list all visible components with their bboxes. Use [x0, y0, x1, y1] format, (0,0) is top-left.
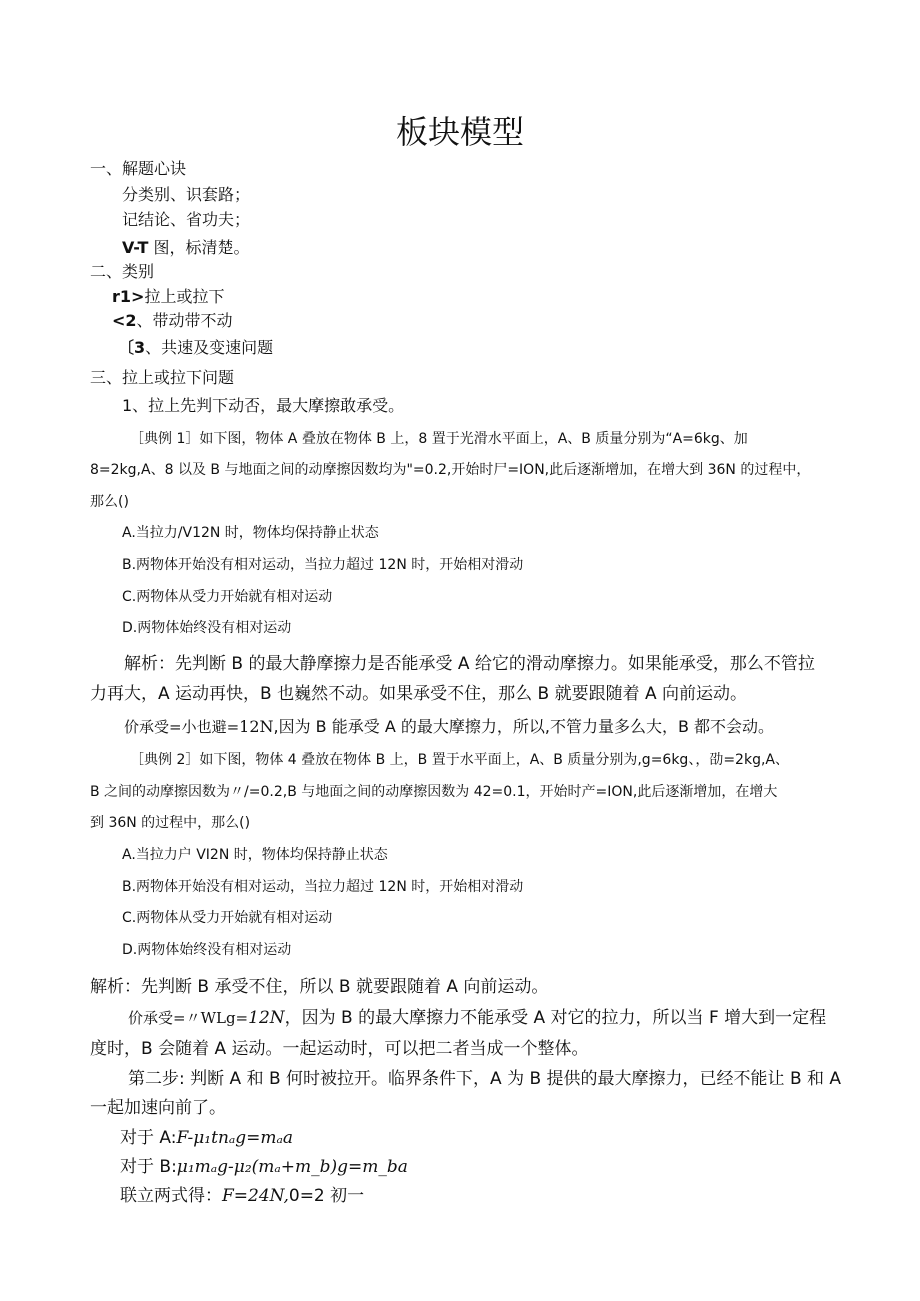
equation-b — [120, 1159, 408, 1176]
section-3-heading: 三、拉上或拉下问题 — [90, 368, 235, 387]
category-text: 、带动带不动 — [136, 311, 233, 330]
vt-text: 图，标清楚。 — [153, 238, 250, 257]
category-text: 、共速及变速问题 — [145, 338, 274, 357]
example-1-line-2-text: =2kg,A、8 以及 B 与地面之间的动摩擦因数均为"=0.2,开始时尸=ION,此后逐渐增加，在增大到 36N 的过程中， — [98, 462, 811, 478]
example-2-analysis: 解析：先判断 B 承受不住，所以 B 就要跟随着 A 向前运动。 — [90, 977, 549, 997]
example-1-analysis-line-2: 力再大，A 运动再快，B 也巍然不动。如果承受不住，那么 B 就要跟随着 A 向前运动。 — [90, 684, 748, 704]
example-1-line-2-prefix: 8 — [90, 462, 99, 478]
equation-b-formula: μ₁mₐg-μ₂(mₐ+m_b)g=m_ba — [176, 1157, 408, 1177]
bear-value: 12N — [239, 717, 274, 736]
bear-prefix: 价承受=〃WLg= — [128, 1009, 249, 1027]
step-2-line-1: 第二步: 判断 A 和 B 何时被拉开。临界条件下，A 为 B 提供的最大摩擦力，已经不能让 B 和 A — [128, 1069, 842, 1089]
example-1-bear-line — [124, 719, 774, 735]
example-1-line-3: 那么() — [90, 494, 129, 510]
section-1-heading: 一、解题心诀 — [90, 159, 187, 178]
mnemonic-line-2: 记结论、省功夫； — [122, 210, 251, 229]
example-1-option-b: B.两物体开始没有相对运动，当拉力超过 12N 时，开始相对滑动 — [122, 557, 524, 573]
mnemonic-line-3 — [122, 240, 250, 256]
step-2-line-2: 一起加速向前了。 — [90, 1098, 226, 1118]
section-2-heading: 二、类别 — [90, 262, 155, 281]
example-1-line-1: ［典例 1］如下图，物体 A 叠放在物体 B 上，8 置于光滑水平面上，A、B 质量分别为“A=6kg、加 — [130, 431, 748, 447]
category-text: 拉上或拉下 — [144, 287, 225, 306]
example-2-option-a: A.当拉力户 VI2N 时，物体均保持静止状态 — [122, 847, 388, 863]
combined-formula: F=24N, — [222, 1186, 289, 1206]
equation-b-label: 对于 B: — [120, 1157, 177, 1177]
category-prefix: <2 — [112, 311, 137, 330]
category-item-2 — [112, 313, 233, 329]
mnemonic-line-1: 分类别、识套路； — [122, 185, 251, 204]
bear-formula: 12N — [248, 1008, 285, 1028]
example-1-line-2 — [90, 463, 810, 477]
combined-label: 联立两式得： — [120, 1186, 222, 1206]
bear-prefix: 价承受=小也避= — [124, 718, 240, 736]
equation-a — [120, 1130, 293, 1147]
example-2-option-d: D.两物体始终没有相对运动 — [122, 942, 292, 958]
example-2-line-1: ［典例 2］如下图，物体 4 叠放在物体 B 上，B 置于水平面上，A、B 质量分别为,g=6kg、，劭=2kg,A、 — [130, 752, 789, 768]
category-prefix: r1> — [112, 287, 145, 306]
equation-a-formula: F-μ₁tnₐg=mₐa — [176, 1128, 294, 1148]
example-1-option-d: D.两物体始终没有相对运动 — [122, 620, 292, 636]
example-1-option-a: A.当拉力/V12N 时，物体均保持静止状态 — [122, 525, 379, 541]
example-2-bear-line — [128, 1010, 826, 1027]
example-1-option-c: C.两物体从受力开始就有相对运动 — [122, 589, 333, 605]
equation-a-label: 对于 A: — [120, 1128, 177, 1148]
combined-result — [120, 1188, 364, 1205]
example-2-option-c: C.两物体从受力开始就有相对运动 — [122, 910, 333, 926]
example-2-bear-line-2: 度时，B 会随着 A 运动。一起运动时，可以把二者当成一个整体。 — [90, 1039, 589, 1059]
category-prefix: 〔3 — [118, 338, 146, 357]
example-2-line-2: B 之间的动摩擦因数为〃/=0.2,B 与地面之间的动摩擦因数为 42=0.1，开始时产=ION,此后逐渐增加，在增大 — [90, 784, 778, 800]
example-2-option-b: B.两物体开始没有相对运动，当拉力超过 12N 时，开始相对滑动 — [122, 879, 524, 895]
page-title: 板块模型 — [395, 113, 524, 151]
example-2-line-3: 到 36N 的过程中，那么() — [90, 815, 251, 831]
combined-rest: 0=2 初一 — [288, 1186, 365, 1206]
vt-label: V-T — [122, 238, 149, 257]
example-1-analysis-line-1: 解析：先判断 B 的最大静摩擦力是否能承受 A 给它的滑动摩擦力。如果能承受，那么不管拉 — [124, 654, 815, 674]
category-item-1 — [112, 289, 224, 305]
bear-text: ,因为 B 能承受 A 的最大摩擦力，所以,不管力量多么大，B 都不会动。 — [273, 717, 775, 736]
subsection-1-title: 1、拉上先判下动否，最大摩擦敢承受。 — [122, 396, 405, 415]
bear-text: ，因为 B 的最大摩擦力不能承受 A 对它的拉力，所以当 F 增大到一定程 — [284, 1008, 827, 1028]
category-item-3 — [118, 340, 273, 356]
